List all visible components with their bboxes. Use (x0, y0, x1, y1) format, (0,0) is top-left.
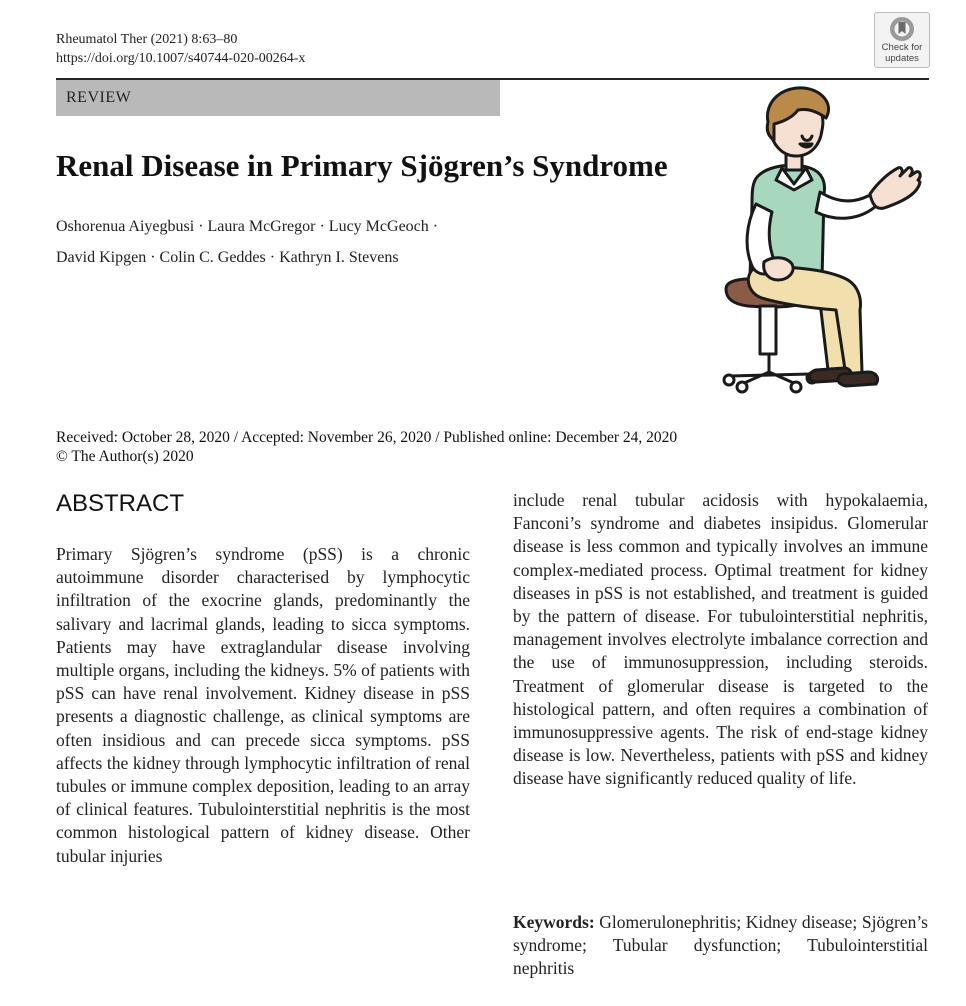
bookmark-icon (889, 16, 915, 42)
doi-link[interactable]: https://doi.org/10.1007/s40744-020-00264-x (56, 51, 306, 66)
journal-header (56, 30, 305, 68)
seated-man-illustration (712, 84, 934, 400)
copyright-notice: © The Author(s) 2020 (56, 448, 194, 465)
keywords (513, 911, 928, 981)
keywords-list: Glomerulonephritis; Kidney disease; Sjögren’s syndrome; Tubular dysfunction; Tubulointerstitial nephritis (513, 912, 928, 979)
check-for-updates-badge[interactable] (874, 12, 930, 68)
history-dates: Received: October 28, 2020 / Accepted: November 26, 2020 / Published online: December 24, 2020 (56, 429, 678, 446)
keywords-label: Keywords: (513, 912, 595, 932)
author-list (56, 211, 438, 273)
publication-dates (56, 428, 677, 466)
check-for-updates-line2: updates (885, 53, 919, 64)
abstract-column-1: Primary Sjögren’s syndrome (pSS) is a chronic autoimmune disorder characterised by lymphocytic infiltration of the exocrine glands, predominantly the salivary and lacrimal glands, leading to sicca symptoms. Patients may have extraglandular disease involving multiple organs, including the kidneys. 5% of patients with pSS can have renal involvement. Kidney disease in pSS presents a diagnostic challenge, as clinical symptoms are often insidious and can precede sicca symptoms. pSS affects the kidney through lymphocytic infiltration of renal tubules or immune complex deposition, leading to an array of clinical features. Tubulointerstitial nephritis is the most common histological pattern of kidney disease. Other tubular injuries (56, 544, 470, 866)
authors-line-2: David Kipgen · Colin C. Geddes · Kathryn I. Stevens (56, 249, 399, 266)
check-for-updates-line1: Check for (881, 42, 923, 53)
abstract-column-2: include renal tubular acidosis with hypokalaemia, Fanconi’s syndrome and diabetes insipidus. Glomerular disease is less common and typically involves an immune complex-mediated process. Optimal treatment for kidney diseases in pSS is not established, and treatment is guided by the pattern of disease. For tubulointerstitial nephritis, management involves electrolyte imbalance correction and the use of immunosuppression, including steroids. Treatment of glomerular disease is targeted to the histological pattern, and often requires a combination of immunosuppressive agents. The risk of end-stage kidney disease is low. Nevertheless, patients with pSS and kidney disease have significantly reduced quality of life. (513, 490, 928, 789)
article-title: Renal Disease in Primary Sjögren’s Syndrome (56, 148, 668, 183)
authors-line-1: Oshorenua Aiyegbusi · Laura McGregor · Lucy McGeoch · (56, 218, 439, 235)
article-type-bar (56, 80, 500, 116)
journal-citation: Rheumatol Ther (2021) 8:63–80 (56, 32, 238, 47)
article-type-label: REVIEW (66, 89, 132, 106)
abstract-heading: ABSTRACT (56, 490, 185, 517)
